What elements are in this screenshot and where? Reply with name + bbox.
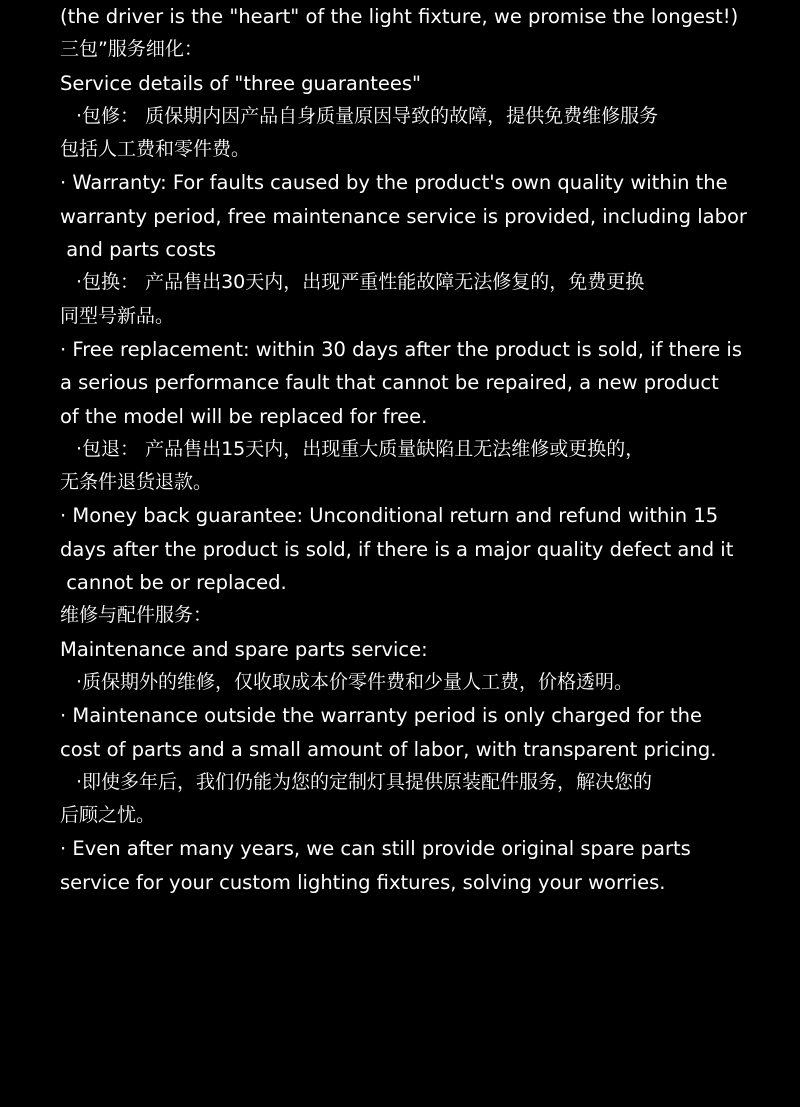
document-line: · Free replacement: within 30 days after the product is sold, if there is (60, 337, 743, 361)
document-line: a serious performance fault that cannot be repaired, a new product (60, 371, 719, 395)
document-line: cannot be or replaced. (60, 571, 287, 595)
document-line: 包括人工费和零件费。 (60, 138, 251, 161)
document-line: 后顾之忧。 (60, 804, 156, 827)
document-line: Maintenance and spare parts service: (60, 637, 428, 661)
document-line: service for your custom lighting fixtures, solving your worries. (60, 870, 666, 894)
document-line: · Money back guarantee: Unconditional return and refund within 15 (60, 504, 719, 528)
document-line: cost of parts and a small amount of labor, with transparent pricing. (60, 737, 717, 761)
document-line: of the model will be replaced for free. (60, 404, 428, 428)
document-line: 无条件退货退款。 (60, 471, 213, 494)
document-line: ·包退： 产品售出15天内，出现重大质量缺陷且无法维修或更换的， (76, 437, 645, 460)
document-line: days after the product is sold, if there is a major quality defect and it (60, 537, 734, 561)
document-line: · Even after many years, we can still provide original spare parts (60, 837, 691, 861)
document-line: ·包修： 质保期内因产品自身质量原因导致的故障，提供免费维修服务 (76, 104, 659, 127)
document-line: ·包换： 产品售出30天内，出现严重性能故障无法修复的，免费更换 (76, 271, 645, 294)
document-line: Service details of "three guarantees" (60, 71, 421, 95)
document-line: · Maintenance outside the warranty period is only charged for the (60, 704, 702, 728)
document-line: · Warranty: For faults caused by the product's own quality within the (60, 171, 728, 195)
document-line: 维修与配件服务： (60, 604, 213, 627)
document-line: 同型号新品。 (60, 304, 175, 327)
document-line: (the driver is the "heart" of the light fixture, we promise the longest!) (60, 5, 739, 28)
document-line: ·质保期外的维修，仅收取成本价零件费和少量人工费，价格透明。 (76, 670, 634, 693)
document-line: 三包”服务细化： (60, 38, 203, 61)
document-line: warranty period, free maintenance service is provided, including labor (60, 204, 747, 228)
document-line: ·即使多年后，我们仍能为您的定制灯具提供原装配件服务，解决您的 (76, 770, 653, 793)
document-line: and parts costs (60, 238, 217, 262)
